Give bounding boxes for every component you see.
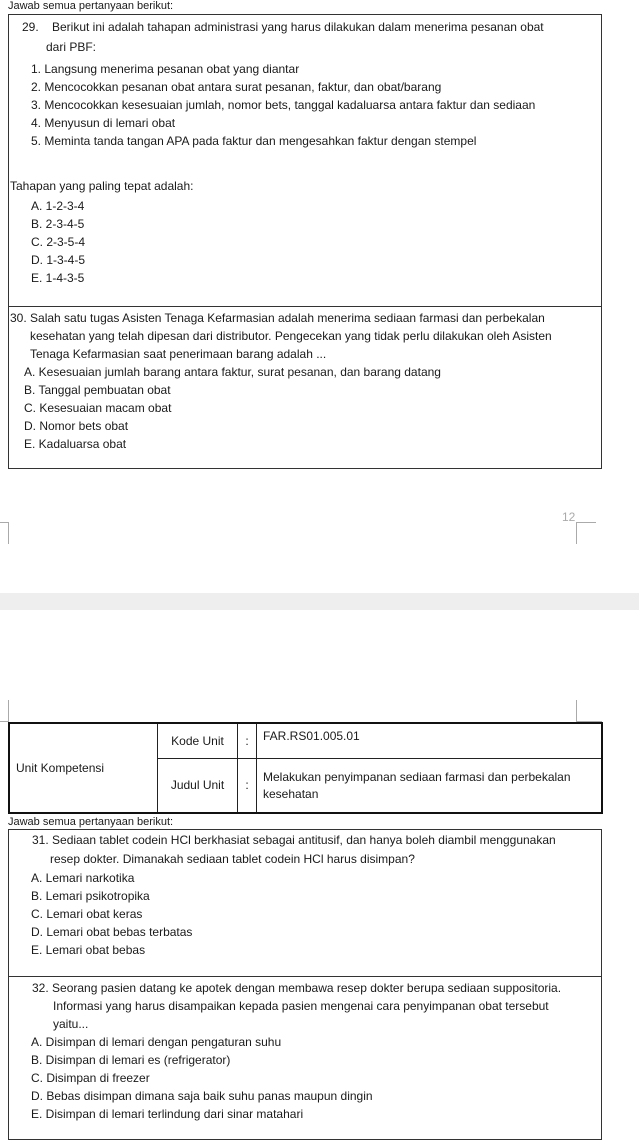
q29-step-5: 5. Meminta tanda tangan APA pada faktur dan mengesahkan faktur dengan stempel xyxy=(31,134,477,148)
question-31-stem-cont: resep dokter. Dimanakah sediaan tablet codein HCl harus disimpan? xyxy=(50,852,415,866)
crop-mark xyxy=(576,700,577,722)
judul-unit-value-line1: Melakukan penyimpanan sediaan farmasi dan perbekalan xyxy=(263,769,571,784)
question-29-box xyxy=(8,14,602,307)
q29-option-a: A. 1-2-3-4 xyxy=(31,199,85,213)
question-30-stem: 30. Salah satu tugas Asisten Tenaga Kefarmasian adalah menerima sediaan farmasi dan perbekalan xyxy=(10,311,545,325)
q32-option-c: C. Disimpan di freezer xyxy=(31,1071,150,1085)
q29-step-4: 4. Menyusun di lemari obat xyxy=(31,116,176,130)
q29-option-c: C. 2-3-5-4 xyxy=(31,235,86,249)
crop-mark xyxy=(576,522,596,523)
question-29-prompt: Tahapan yang paling tepat adalah: xyxy=(10,179,194,193)
kode-unit-label: Kode Unit xyxy=(158,723,238,758)
crop-mark xyxy=(8,522,9,544)
crop-mark xyxy=(576,522,577,544)
q30-option-d: D. Nomor bets obat xyxy=(24,419,129,433)
page-separator xyxy=(0,593,639,610)
q31-option-e: E. Lemari obat bebas xyxy=(31,943,146,957)
crop-mark xyxy=(8,700,9,722)
q31-option-a: A. Lemari narkotika xyxy=(31,871,135,885)
judul-unit-label: Judul Unit xyxy=(158,758,238,813)
q32-option-e: E. Disimpan di lemari terlindung dari sinar matahari xyxy=(31,1107,304,1121)
judul-unit-value xyxy=(257,758,603,813)
q30-option-a: A. Kesesuaian jumlah barang antara faktur, surat pesanan, dan barang datang xyxy=(24,365,441,379)
q31-option-d: D. Lemari obat bebas terbatas xyxy=(31,925,193,939)
crop-mark xyxy=(0,522,8,523)
q32-option-d: D. Bebas disimpan dimana saja baik suhu panas maupun dingin xyxy=(31,1089,373,1103)
crop-mark xyxy=(0,721,8,722)
instruction-text-2: Jawab semua pertanyaan berikut: xyxy=(8,816,174,828)
question-32-stem-cont-1: Informasi yang harus disampaikan kepada pasien mengenai cara penyimpanan obat tersebut xyxy=(53,999,549,1013)
q29-step-3: 3. Mencocokkan kesesuaian jumlah, nomor bets, tanggal kadaluarsa antara faktur dan sediaan xyxy=(31,98,536,112)
q30-option-e: E. Kadaluarsa obat xyxy=(24,437,127,451)
question-30-stem-cont-1: kesehatan yang telah dipesan dari distributor. Pengecekan yang tidak perlu dilakukan oleh Asisten xyxy=(30,329,552,343)
question-32-stem: 32. Seorang pasien datang ke apotek dengan membawa resep dokter berupa sediaan suppositoria. xyxy=(32,981,562,995)
q31-option-b: B. Lemari psikotropika xyxy=(31,889,150,903)
kode-unit-separator: : xyxy=(238,723,257,758)
question-31-stem: 31. Sediaan tablet codein HCl berkhasiat sebagai antitusif, dan hanya boleh diambil menggunakan xyxy=(32,833,556,847)
judul-unit-separator: : xyxy=(238,758,257,813)
q31-option-c: C. Lemari obat keras xyxy=(31,907,143,921)
competency-unit-table xyxy=(8,722,603,814)
q29-step-2: 2. Mencocokkan pesanan obat antara surat pesanan, faktur, dan obat/barang xyxy=(31,80,442,94)
instruction-text: Jawab semua pertanyaan berikut: xyxy=(8,0,174,12)
question-29-stem: Berikut ini adalah tahapan administrasi yang harus dilakukan dalam menerima pesanan obat xyxy=(52,20,544,34)
question-30-stem-cont-2: Tenaga Kefarmasian saat penerimaan barang adalah ... xyxy=(30,347,327,361)
unit-kompetensi-label: Unit Kompetensi xyxy=(9,723,158,813)
page-number: 12 xyxy=(562,510,576,524)
kode-unit-value: FAR.RS01.005.01 xyxy=(257,723,603,758)
q30-option-b: B. Tanggal pembuatan obat xyxy=(24,383,171,397)
judul-unit-value-line2: kesehatan xyxy=(263,786,319,801)
question-29-stem-cont: dari PBF: xyxy=(46,40,97,54)
question-32-stem-cont-2: yaitu... xyxy=(53,1017,89,1031)
question-29-number: 29. xyxy=(22,20,39,34)
q29-option-b: B. 2-3-4-5 xyxy=(31,217,85,231)
q29-option-d: D. 1-3-4-5 xyxy=(31,253,86,267)
q30-option-c: C. Kesesuaian macam obat xyxy=(24,401,172,415)
q32-option-a: A. Disimpan di lemari dengan pengaturan suhu xyxy=(31,1035,282,1049)
q32-option-b: B. Disimpan di lemari es (refrigerator) xyxy=(31,1053,231,1067)
q29-option-e: E. 1-4-3-5 xyxy=(31,271,85,285)
q29-step-1: 1. Langsung menerima pesanan obat yang diantar xyxy=(31,62,300,76)
